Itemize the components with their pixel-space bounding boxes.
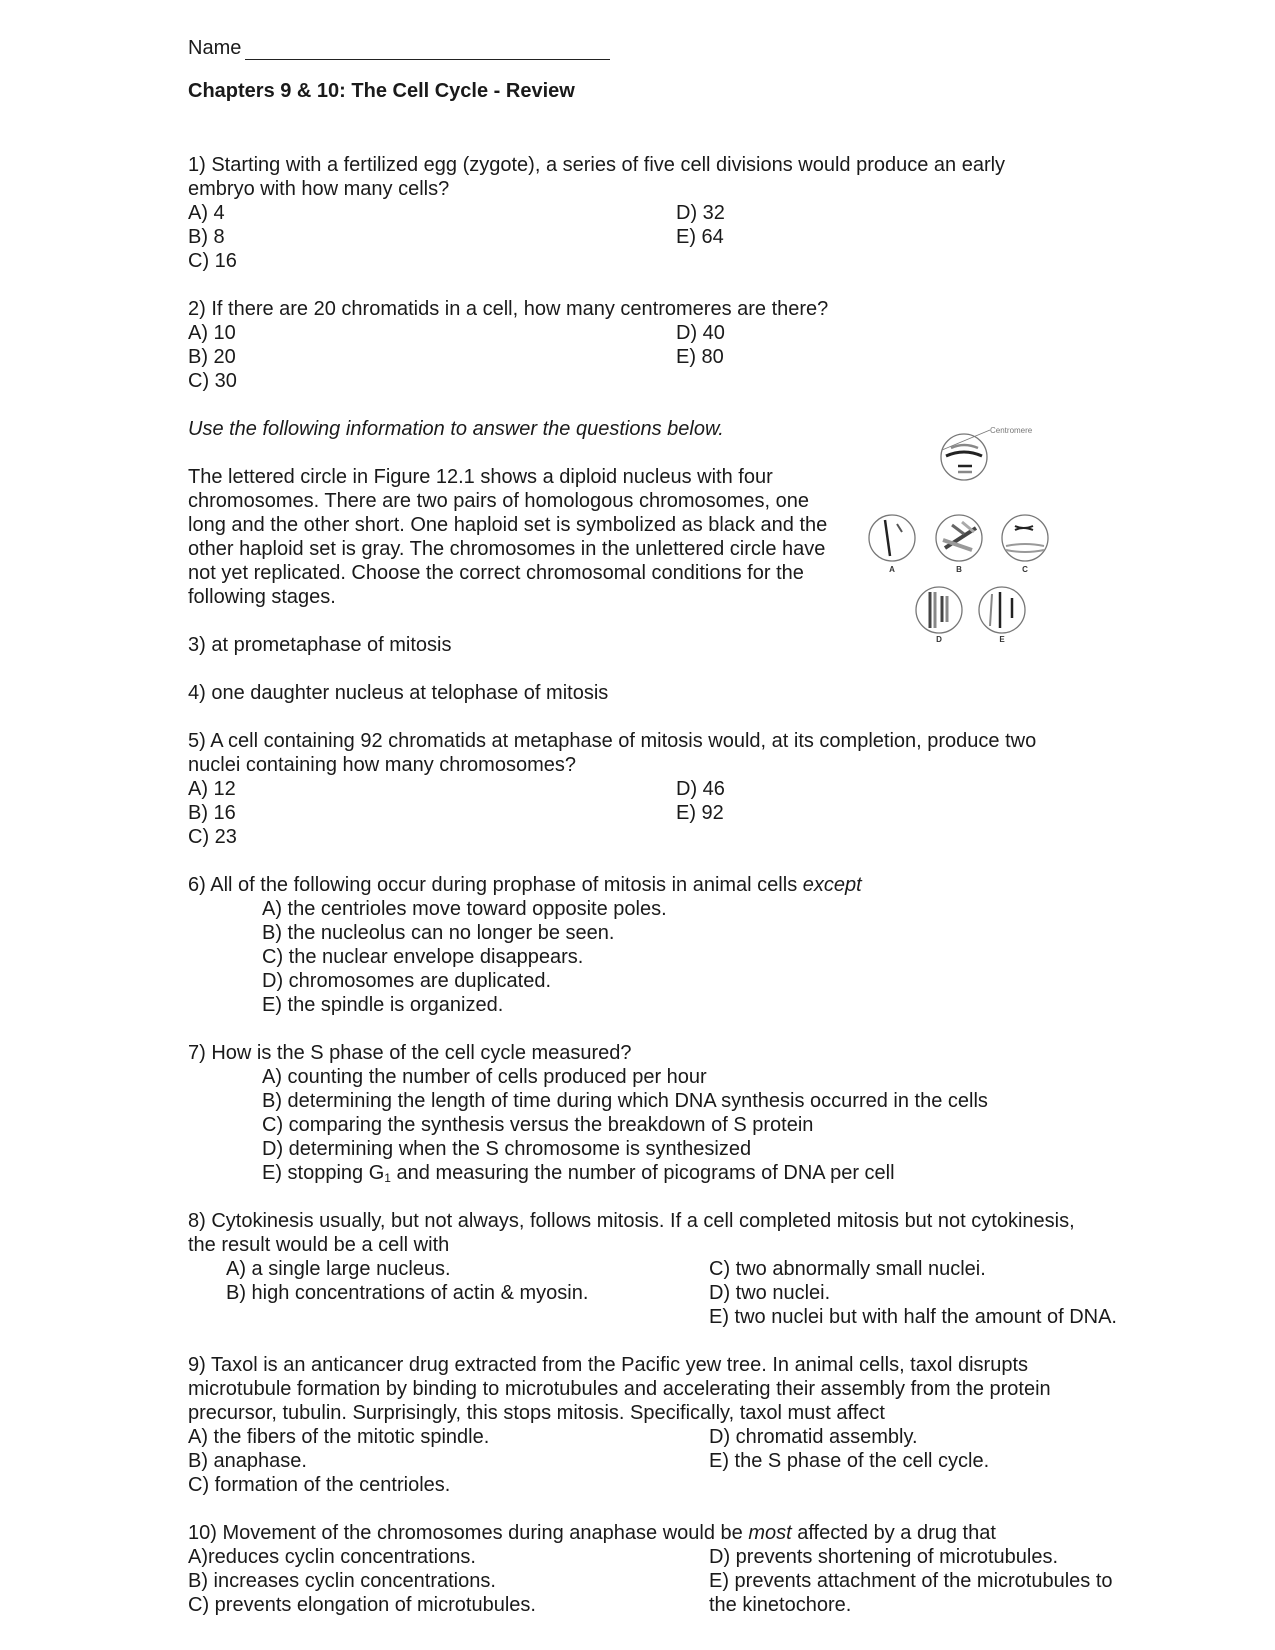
q1-stem-line1: 1) Starting with a fertilized egg (zygote), a series of five cell divisions would produce an early	[188, 154, 1006, 176]
q5-choice-e[interactable]: E) 92	[676, 802, 724, 824]
info-line: following stages.	[188, 586, 336, 608]
info-line: chromosomes. There are two pairs of homologous chromosomes, one	[188, 490, 810, 512]
q9-stem-line2: microtubule formation by binding to microtubules and accelerating their assembly from the protein	[188, 1378, 1051, 1400]
q1-stem-line2: embryo with how many cells?	[188, 178, 450, 200]
circle-a	[869, 515, 915, 561]
name-blank-line[interactable]	[245, 41, 610, 60]
circle-d	[916, 587, 962, 633]
circle-e	[979, 587, 1025, 633]
q8-choice-e[interactable]: E) two nuclei but with half the amount of DNA.	[709, 1306, 1117, 1328]
q5-stem-line1: 5) A cell containing 92 chromatids at metaphase of mitosis would, at its completion, produce two	[188, 730, 1037, 752]
q5-stem-line2: nuclei containing how many chromosomes?	[188, 754, 576, 776]
q9-stem-line1: 9) Taxol is an anticancer drug extracted from the Pacific yew tree. In animal cells, taxol disrupts	[188, 1354, 1029, 1376]
q9-choice-c[interactable]: C) formation of the centrioles.	[188, 1474, 451, 1496]
info-line: The lettered circle in Figure 12.1 shows a diploid nucleus with four	[188, 466, 773, 488]
question-4: 4) one daughter nucleus at telophase of mitosis	[188, 682, 609, 704]
q10-choice-b[interactable]: B) increases cyclin concentrations.	[188, 1570, 496, 1592]
info-line: not yet replicated. Choose the correct chromosomal conditions for the	[188, 562, 804, 584]
q7-choice-a[interactable]: A) counting the number of cells produced per hour	[262, 1066, 707, 1088]
q9-choice-d[interactable]: D) chromatid assembly.	[709, 1426, 918, 1448]
figure-label-c: C	[1022, 565, 1028, 574]
page-title: Chapters 9 & 10: The Cell Cycle - Review	[188, 80, 575, 102]
q9-stem-line3: precursor, tubulin. Surprisingly, this stops mitosis. Specifically, taxol must affect	[188, 1402, 885, 1424]
q7-choice-c[interactable]: C) comparing the synthesis versus the breakdown of S protein	[262, 1114, 814, 1136]
q9-choice-a[interactable]: A) the fibers of the mitotic spindle.	[188, 1426, 490, 1448]
long-black-chromosome	[946, 452, 982, 456]
q2-choice-b[interactable]: B) 20	[188, 346, 236, 368]
q8-stem-line1: 8) Cytokinesis usually, but not always, follows mitosis. If a cell completed mitosis but not cytokinesis,	[188, 1210, 1075, 1232]
q5-choice-b[interactable]: B) 16	[188, 802, 236, 824]
q6-choice-b[interactable]: B) the nucleolus can no longer be seen.	[262, 922, 615, 944]
q6-stem-except: except	[802, 874, 862, 896]
figure-label-d: D	[936, 635, 942, 644]
circle-c	[1002, 515, 1048, 561]
q9-choice-e[interactable]: E) the S phase of the cell cycle.	[709, 1450, 990, 1472]
q2-choice-e[interactable]: E) 80	[676, 346, 724, 368]
q5-choice-c[interactable]: C) 23	[188, 826, 237, 848]
figure-label-a: A	[889, 565, 895, 574]
q10-stem: 10) Movement of the chromosomes during anaphase would be most affected by a drug that	[188, 1522, 996, 1544]
q8-choice-b[interactable]: B) high concentrations of actin & myosin.	[226, 1282, 589, 1304]
q2-stem: 2) If there are 20 chromatids in a cell, how many centromeres are there?	[188, 298, 829, 320]
centromere-label: Centromere	[990, 426, 1033, 435]
q7-choice-e[interactable]: E) stopping $G_1$ and measuring the number of picograms of DNA per cell	[262, 1162, 895, 1185]
info-instruction: Use the following information to answer the questions below.	[188, 418, 724, 440]
q1-choice-e[interactable]: E) 64	[676, 226, 724, 248]
q8-choice-c[interactable]: C) two abnormally small nuclei.	[709, 1258, 986, 1280]
q2-choice-a[interactable]: A) 10	[188, 322, 236, 344]
q5-choice-d[interactable]: D) 46	[676, 778, 725, 800]
q10-choice-d[interactable]: D) prevents shortening of microtubules.	[709, 1546, 1059, 1568]
long-gray-chromosome	[951, 445, 978, 448]
q10-choice-c[interactable]: C) prevents elongation of microtubules.	[188, 1594, 536, 1616]
name-field[interactable]	[188, 36, 610, 60]
q1-choice-b[interactable]: B) 8	[188, 226, 225, 248]
q10-choice-e[interactable]: E) prevents attachment of the microtubules to	[709, 1570, 1113, 1592]
q9-choice-b[interactable]: B) anaphase.	[188, 1450, 307, 1472]
q6-stem: 6) All of the following occur during prophase of mitosis in animal cells except	[188, 874, 862, 896]
q6-choice-c[interactable]: C) the nuclear envelope disappears.	[262, 946, 584, 968]
info-line: other haploid set is gray. The chromosomes in the unlettered circle have	[188, 538, 826, 560]
q7-choice-d[interactable]: D) determining when the S chromosome is synthesized	[262, 1138, 752, 1160]
info-line: long and the other short. One haploid set is symbolized as black and the	[188, 514, 828, 536]
name-label: Name	[188, 37, 242, 59]
q2-choice-c[interactable]: C) 30	[188, 370, 237, 392]
q10-choice-a[interactable]: A)reduces cyclin concentrations.	[188, 1546, 476, 1568]
q2-choice-d[interactable]: D) 40	[676, 322, 725, 344]
q1-choice-c[interactable]: C) 16	[188, 250, 237, 272]
q6-choice-a[interactable]: A) the centrioles move toward opposite poles.	[262, 898, 667, 920]
figure-label-e: E	[999, 635, 1005, 644]
q5-choice-a[interactable]: A) 12	[188, 778, 236, 800]
q6-choice-e[interactable]: E) the spindle is organized.	[262, 994, 504, 1016]
q8-choice-a[interactable]: A) a single large nucleus.	[226, 1258, 451, 1280]
q1-choice-d[interactable]: D) 32	[676, 202, 725, 224]
q8-choice-d[interactable]: D) two nuclei.	[709, 1282, 831, 1304]
q6-choice-d[interactable]: D) chromosomes are duplicated.	[262, 970, 552, 992]
q7-choice-b[interactable]: B) determining the length of time during which DNA synthesis occurred in the cells	[262, 1090, 988, 1112]
q10-choice-e-continued[interactable]: the kinetochore.	[709, 1594, 852, 1616]
question-3: 3) at prometaphase of mitosis	[188, 634, 452, 656]
figure-chromosome-circles	[842, 420, 1077, 645]
q1-choice-a[interactable]: A) 4	[188, 202, 225, 224]
q8-stem-line2: the result would be a cell with	[188, 1234, 450, 1256]
q7-stem: 7) How is the S phase of the cell cycle measured?	[188, 1042, 632, 1064]
figure-label-b: B	[956, 565, 962, 574]
